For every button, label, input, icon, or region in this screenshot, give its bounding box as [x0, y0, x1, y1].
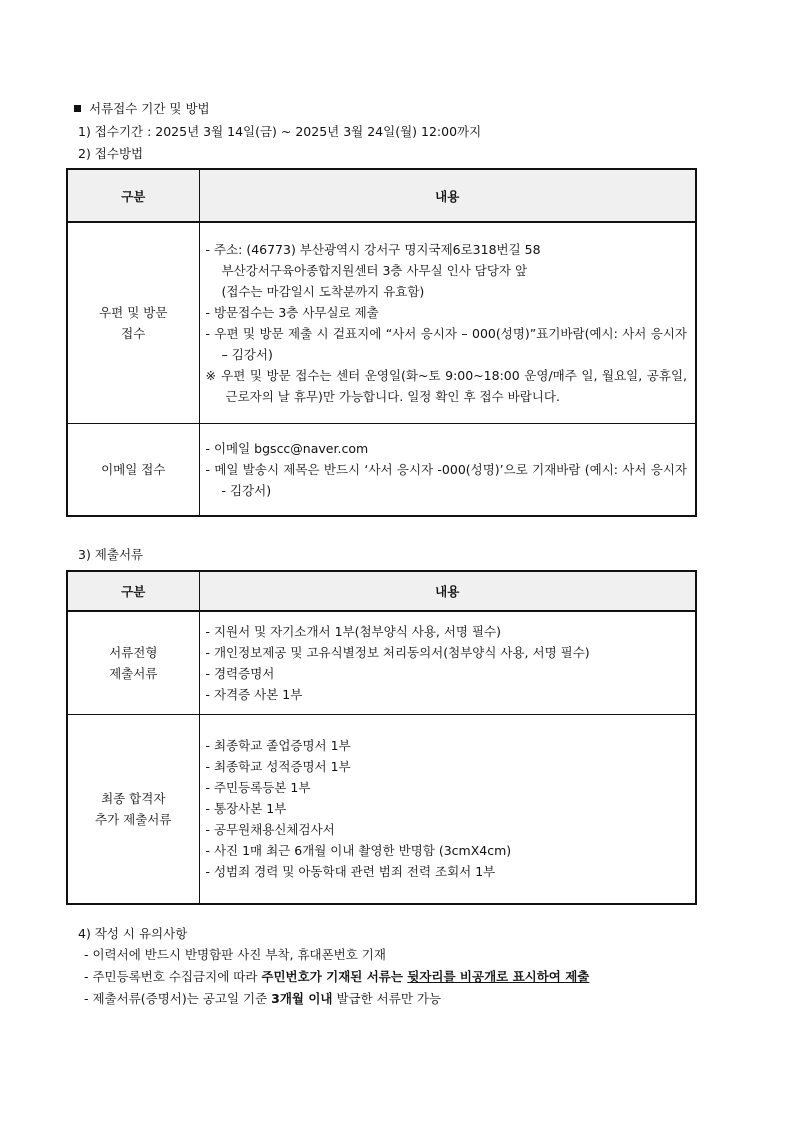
method-title: 2) 접수방법	[78, 146, 144, 161]
section-heading	[74, 99, 210, 117]
list-item: - 사진 1매 최근 6개월 이내 촬영한 반명함 (3cmX4cm)	[205, 843, 512, 859]
list-item: - 경력증명서	[205, 665, 275, 681]
documents-table	[66, 570, 697, 905]
section-title: 서류접수 기간 및 방법	[89, 101, 210, 116]
category-line: 서류전형	[109, 644, 158, 660]
list-item: - 최종학교 성적증명서 1부	[205, 759, 351, 775]
category-line: 제출서류	[109, 665, 158, 681]
note-text: - 제출서류(증명서)는 공고일 기준	[84, 991, 272, 1006]
list-item: - 통장사본 1부	[205, 801, 287, 817]
table-header-row	[67, 571, 696, 611]
list-item: - 공무원채용신체검사서	[205, 822, 335, 838]
content-cell	[199, 423, 696, 516]
note-emphasis: 3개월 이내	[271, 991, 333, 1006]
address-note: (접수는 마감일시 도착분까지 유효함)	[221, 283, 425, 299]
category-cell	[67, 423, 199, 516]
note-text: 발급한 서류만 가능	[332, 991, 442, 1006]
notes-title: 4) 작성 시 유의사항	[78, 926, 188, 941]
square-bullet-icon	[74, 105, 81, 112]
category-line: 최종 합격자	[101, 790, 166, 806]
table-row	[67, 222, 696, 423]
table-header-row	[67, 169, 696, 222]
header-category: 구분	[67, 169, 199, 222]
content-cell	[199, 714, 696, 904]
address-line: 부산강서구육아종합지원센터 3층 사무실 인사 담당자 앞	[221, 262, 528, 278]
list-item: - 지원서 및 자기소개서 1부(첨부양식 사용, 서명 필수)	[205, 623, 502, 639]
cover-line: - 우편 및 방문 제출 시 겉표지에 “사서 응시자 – 000(성명)”표기바람(예시: 사서 응시자 – 김강서)	[205, 325, 687, 362]
header-content: 내용	[199, 169, 696, 222]
note-text: - 주민등록번호 수집금지에 따라	[84, 969, 262, 984]
docs-title: 3) 제출서류	[78, 547, 144, 562]
list-item: - 성범죄 경력 및 아동학대 관련 범죄 전력 조회서 1부	[205, 864, 496, 880]
table-row	[67, 423, 696, 516]
hours-note: ※ 우편 및 방문 접수는 센터 운영일(화~토 9:00~18:00 운영/매주 일, 월요일, 공휴일, 근로자의 날 휴무)만 가능합니다. 일정 확인 후 접수 바랍니다.	[205, 367, 687, 404]
email-line: - 이메일 bgscc@naver.com	[205, 440, 369, 456]
category-cell	[67, 222, 199, 423]
note-item	[84, 967, 589, 985]
content-cell	[199, 611, 696, 714]
table-row	[67, 611, 696, 714]
note-item: - 이력서에 반드시 반명함판 사진 부착, 휴대폰번호 기재	[84, 947, 386, 962]
email-subject-line: - 메일 발송시 제목은 반드시 ‘사서 응시자 -000(성명)’으로 기재바람 (예시: 사서 응시자 - 김강서)	[205, 461, 687, 498]
note-emphasis-underlined: 뒷자리를 비공개로 표시하여 제출	[407, 969, 590, 984]
category-cell	[67, 611, 199, 714]
header-content: 내용	[199, 571, 696, 611]
category-line: 접수	[121, 325, 146, 341]
category-line: 우편 및 방문	[99, 304, 168, 320]
note-emphasis: 주민번호가 기재된 서류는	[261, 969, 408, 984]
period-text: 1) 접수기간 : 2025년 3월 14일(금) ~ 2025년 3월 24일(월) 12:00까지	[78, 124, 482, 139]
header-category: 구분	[67, 571, 199, 611]
submission-method-table	[66, 168, 697, 517]
table-row	[67, 714, 696, 904]
category-line: 추가 제출서류	[95, 811, 172, 827]
list-item: - 개인정보제공 및 고유식별정보 처리동의서(첨부양식 사용, 서명 필수)	[205, 644, 590, 660]
note-item	[84, 989, 441, 1007]
list-item: - 주민등록등본 1부	[205, 780, 311, 796]
address-line: - 주소: (46773) 부산광역시 강서구 명지국제6로318번길 58	[205, 241, 541, 257]
category-cell	[67, 714, 199, 904]
content-cell	[199, 222, 696, 423]
visit-line: - 방문접수는 3층 사무실로 제출	[205, 304, 379, 320]
category-line: 이메일 접수	[101, 461, 166, 477]
list-item: - 자격증 사본 1부	[205, 686, 303, 702]
list-item: - 최종학교 졸업증명서 1부	[205, 738, 351, 754]
